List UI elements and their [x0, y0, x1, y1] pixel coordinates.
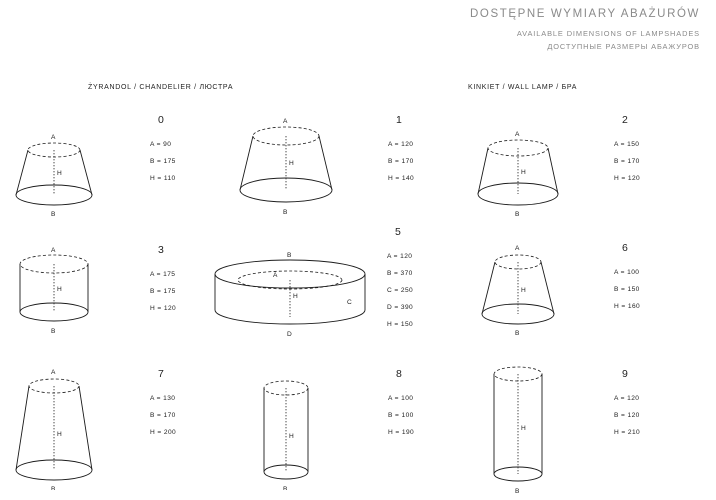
shade-dims-6 [614, 264, 640, 315]
shade-number-3: 3 [158, 244, 164, 256]
dim-b-8: B = 100 [388, 412, 414, 419]
shade-cell-5 [205, 226, 441, 355]
label-bottom-6: B [515, 330, 520, 337]
shade-figure-9 [470, 348, 610, 493]
shade-figure-5 [205, 232, 385, 355]
label-bottom-9: B [515, 488, 520, 493]
label-inner-5: A [273, 272, 278, 279]
shade-figure-1 [238, 104, 378, 227]
label-bottom-8: B [283, 486, 288, 490]
column-header-wall-lamp: KINKIET / WALL LAMP / БРА [468, 84, 578, 91]
label-bottom-1: B [283, 209, 288, 216]
label-height-1: H [289, 160, 294, 167]
dim-a-2: A = 150 [614, 141, 640, 148]
shade-number-6: 6 [622, 242, 628, 254]
shade-cell-7 [10, 360, 246, 490]
dim-h-5: H = 150 [387, 321, 414, 328]
dim-b-0: B = 175 [150, 158, 176, 165]
shade-cell-8 [238, 360, 474, 490]
label-height-7: H [57, 431, 62, 438]
label-height-9: H [521, 425, 526, 432]
dim-h-0: H = 110 [150, 175, 176, 182]
shade-figure-3 [10, 232, 150, 355]
shade-dims-2 [614, 136, 640, 187]
shade-cell-9 [470, 348, 706, 493]
label-bottom-3: B [51, 328, 56, 335]
shade-figure-8 [238, 360, 378, 490]
dim-a-8: A = 100 [388, 395, 414, 402]
shade-cell-6 [470, 230, 706, 353]
dim-h-3: H = 120 [150, 305, 177, 312]
dim-h-1: H = 140 [388, 175, 415, 182]
column-header-chandelier: ŻYRANDOL / CHANDELIER / ЛЮСТРА [88, 84, 234, 91]
label-height-0: H [57, 170, 62, 177]
shade-number-8: 8 [396, 368, 402, 380]
label-top-1: A [283, 118, 288, 125]
shade-cell-0 [10, 110, 246, 233]
label-height-3: H [57, 286, 62, 293]
title-block [470, 8, 700, 51]
label-bottom-0: B [51, 211, 56, 218]
dim-a-0: A = 90 [150, 141, 172, 148]
label-height-2: H [521, 169, 526, 176]
label-top-0: A [51, 134, 56, 141]
dim-a-6: A = 100 [614, 269, 640, 276]
shade-number-5: 5 [395, 226, 401, 238]
dim-b-9: B = 120 [614, 412, 640, 419]
shade-number-7: 7 [158, 368, 164, 380]
dim-d-5: D = 390 [387, 304, 414, 311]
shade-cell-1 [238, 104, 474, 227]
shade-number-2: 2 [622, 114, 628, 126]
shade-dims-9 [614, 390, 640, 441]
dim-a-3: A = 175 [150, 271, 176, 278]
shade-dims-0 [150, 136, 176, 187]
label-height-5: H [293, 293, 298, 300]
dim-b-7: B = 170 [150, 412, 176, 419]
shade-dims-5 [387, 248, 413, 333]
dim-b-3: B = 175 [150, 288, 176, 295]
label-top-5: B [287, 252, 292, 259]
dim-h-6: H = 160 [614, 303, 641, 310]
dim-h-7: H = 200 [150, 429, 177, 436]
label-top-3: A [51, 247, 56, 254]
label-height-6: H [521, 287, 526, 294]
dim-b-6: B = 150 [614, 286, 640, 293]
dim-h-2: H = 120 [614, 175, 641, 182]
shade-figure-0 [10, 110, 150, 233]
shade-dims-3 [150, 266, 176, 317]
dim-a-9: A = 120 [614, 395, 640, 402]
label-side-5: C [347, 299, 352, 306]
page-subtitle-ru: ДОСТУПНЫЕ РАЗМЕРЫ АБАЖУРОВ [547, 42, 700, 51]
shade-number-0: 0 [158, 114, 164, 126]
shade-dims-8 [388, 390, 414, 441]
label-top-7: A [51, 369, 56, 376]
dim-h-8: H = 190 [388, 429, 415, 436]
page-subtitle-en: AVAILABLE DIMENSIONS OF LAMPSHADES [516, 29, 700, 38]
shade-figure-6 [470, 230, 610, 353]
page-title: DOSTĘPNE WYMIARY ABAŻURÓW [470, 8, 700, 20]
shade-figure-7 [10, 360, 150, 490]
dim-b-5: B = 370 [387, 270, 413, 277]
label-height-8: H [289, 433, 294, 440]
dim-b-1: B = 170 [388, 158, 414, 165]
label-bottom-2: B [515, 211, 520, 218]
shade-dims-1 [388, 136, 414, 187]
dim-b-2: B = 170 [614, 158, 640, 165]
dim-c-5: C = 250 [387, 287, 414, 294]
label-top-2: A [515, 131, 520, 138]
label-bottom-5: D [287, 331, 292, 338]
label-top-6: A [515, 245, 520, 252]
dim-a-7: A = 130 [150, 395, 176, 402]
shade-cell-2 [470, 110, 706, 233]
shade-number-1: 1 [396, 114, 402, 126]
label-bottom-7: B [51, 486, 56, 490]
shade-dims-7 [150, 390, 176, 441]
shade-figure-2 [470, 110, 610, 233]
dim-h-9: H = 210 [614, 429, 641, 436]
dim-a-5: A = 120 [387, 253, 413, 260]
shade-number-9: 9 [622, 368, 628, 380]
dim-a-1: A = 120 [388, 141, 414, 148]
